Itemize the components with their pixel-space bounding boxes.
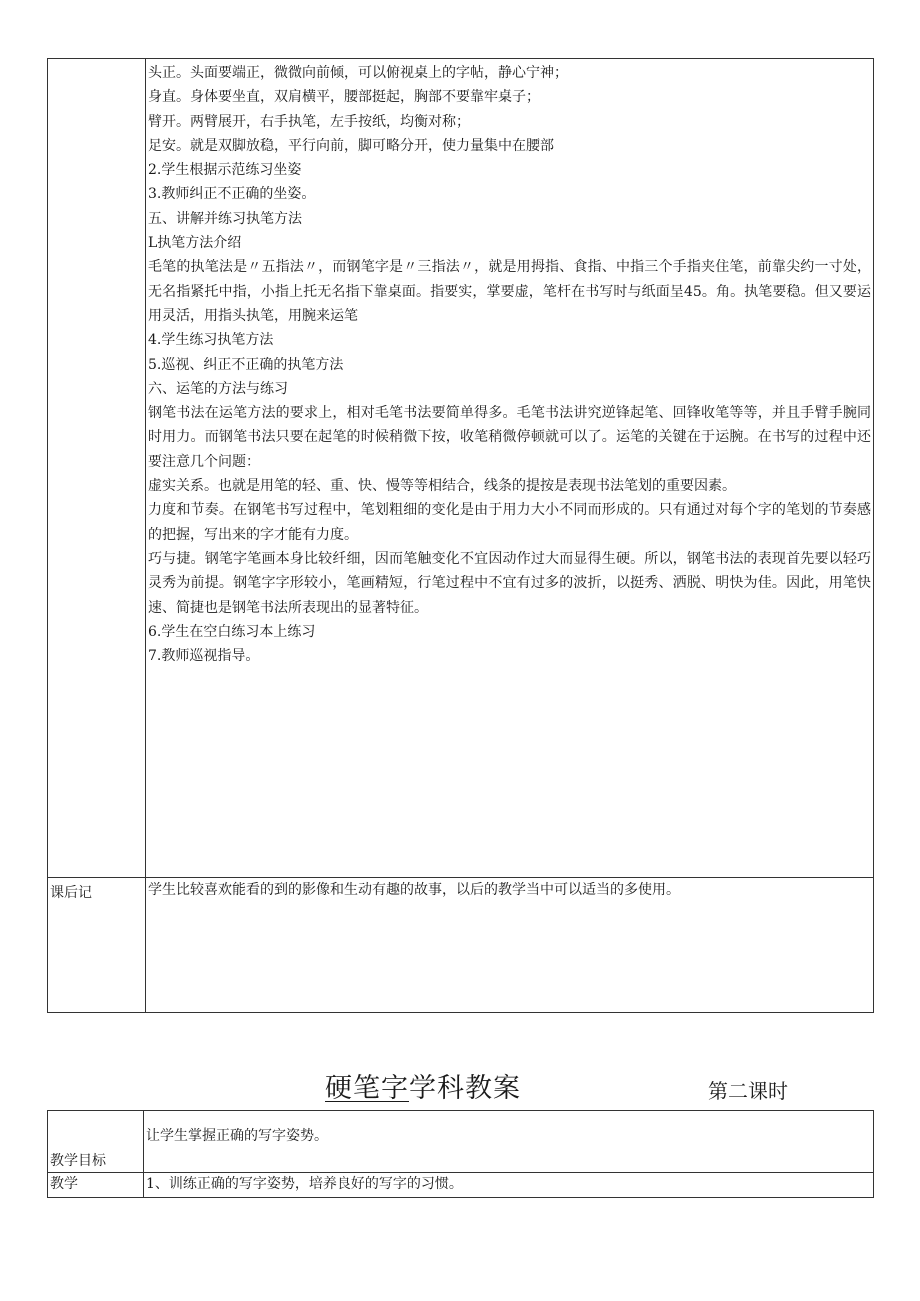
table-row	[48, 1111, 874, 1173]
lesson-number: 第二课时	[708, 1079, 788, 1103]
page-title	[325, 1066, 521, 1105]
row-value: 让学生掌握正确的写字姿势。	[144, 1111, 874, 1173]
empty-label-cell	[48, 59, 146, 878]
paragraph: 7.教师巡视指导。	[148, 648, 260, 665]
table-row	[48, 1173, 874, 1198]
paragraph: 毛笔的执笔法是〃五指法〃，而钢笔字是〃三指法〃，就是用拇指、食指、中指三个手指夹住笔，前靠尖约一寸处，无名指紧托中指，小指上托无名指下靠桌面。指要实，掌要虚，笔杆在书写时与纸面呈45。角。执笔要稳。但又要运用灵活，用指头执笔，用腕来运笔	[148, 259, 871, 324]
procedure-cell	[146, 59, 874, 878]
paragraph: 3.教师纠正不正确的坐姿。	[148, 186, 316, 203]
procedure-content	[146, 59, 873, 668]
note-text: 学生比较喜欢能看的到的影像和生动有趣的故事，以后的教学当中可以适当的多使用。	[148, 882, 680, 898]
paragraph: 头正。头面要端正，微微向前倾，可以俯视桌上的字帖，静心宁神；	[148, 65, 568, 81]
paragraph: 力度和节奏。在钢笔书写过程中，笔划粗细的变化是由于用力大小不同而形成的。只有通过对每个字的笔划的节奏感的把握，写出来的字才能有力度。	[148, 502, 871, 543]
row-label: 教学目标	[48, 1111, 144, 1173]
paragraph: L执笔方法介绍	[148, 235, 242, 252]
title-underlined: 硬笔字	[325, 1073, 409, 1104]
section-heading: 六、运笔的方法与练习	[148, 380, 288, 397]
paragraph: 6.学生在空白练习本上练习	[148, 623, 316, 640]
page-heading	[0, 1066, 920, 1106]
paragraph: 巧与捷。钢笔字笔画本身比较纤细，因而笔触变化不宜因动作过大而显得生硬。所以，钢笔书法的表现首先要以轻巧灵秀为前提。钢笔字字形较小，笔画精短，行笔过程中不宜有过多的波折，以挺秀、洒脱、明快为佳。因此，用笔快速、简捷也是钢笔书法所表现出的显著特征。	[148, 550, 871, 616]
paragraph: 钢笔书法在运笔方法的要求上，相对毛笔书法要简单得多。毛笔书法讲究逆锋起笔、回锋收笔等等，并且手臂手腕同时用力。而钢笔书法只要在起笔的时候稍微下按，收笔稍微停顿就可以了。运笔的关键在于运腕。在书写的过程中还要注意几个问题：	[148, 405, 871, 470]
paragraph: 5.巡视、纠正不正确的执笔方法	[148, 356, 344, 373]
row-label: 教学	[48, 1173, 144, 1198]
lesson-plan-table-continued	[47, 58, 874, 1013]
paragraph: 虚实关系。也就是用笔的轻、重、快、慢等等相结合，线条的提按是表现书法笔划的重要因素。	[148, 478, 736, 495]
note-cell	[146, 878, 874, 1013]
paragraph: 身直。身体要坐直，双肩横平，腰部挺起，胸部不要靠牢桌子；	[148, 89, 540, 106]
paragraph: 4.学生练习执笔方法	[148, 332, 274, 349]
title-rest: 学科教案	[409, 1073, 521, 1104]
paragraph: 足安。就是双脚放稳，平行向前，脚可略分开，使力量集中在腰部	[148, 137, 554, 154]
lesson-plan-table	[47, 1110, 874, 1198]
row-value: 1、训练正确的写字姿势，培养良好的写字的习惯。	[144, 1173, 874, 1198]
paragraph: 臂开。两臂展开，右手执笔，左手按纸，均衡对称；	[148, 113, 470, 130]
section-heading: 五、讲解并练习执笔方法	[148, 210, 302, 227]
note-label: 课后记	[48, 878, 146, 1013]
paragraph: 2.学生根据示范练习坐姿	[148, 162, 302, 179]
